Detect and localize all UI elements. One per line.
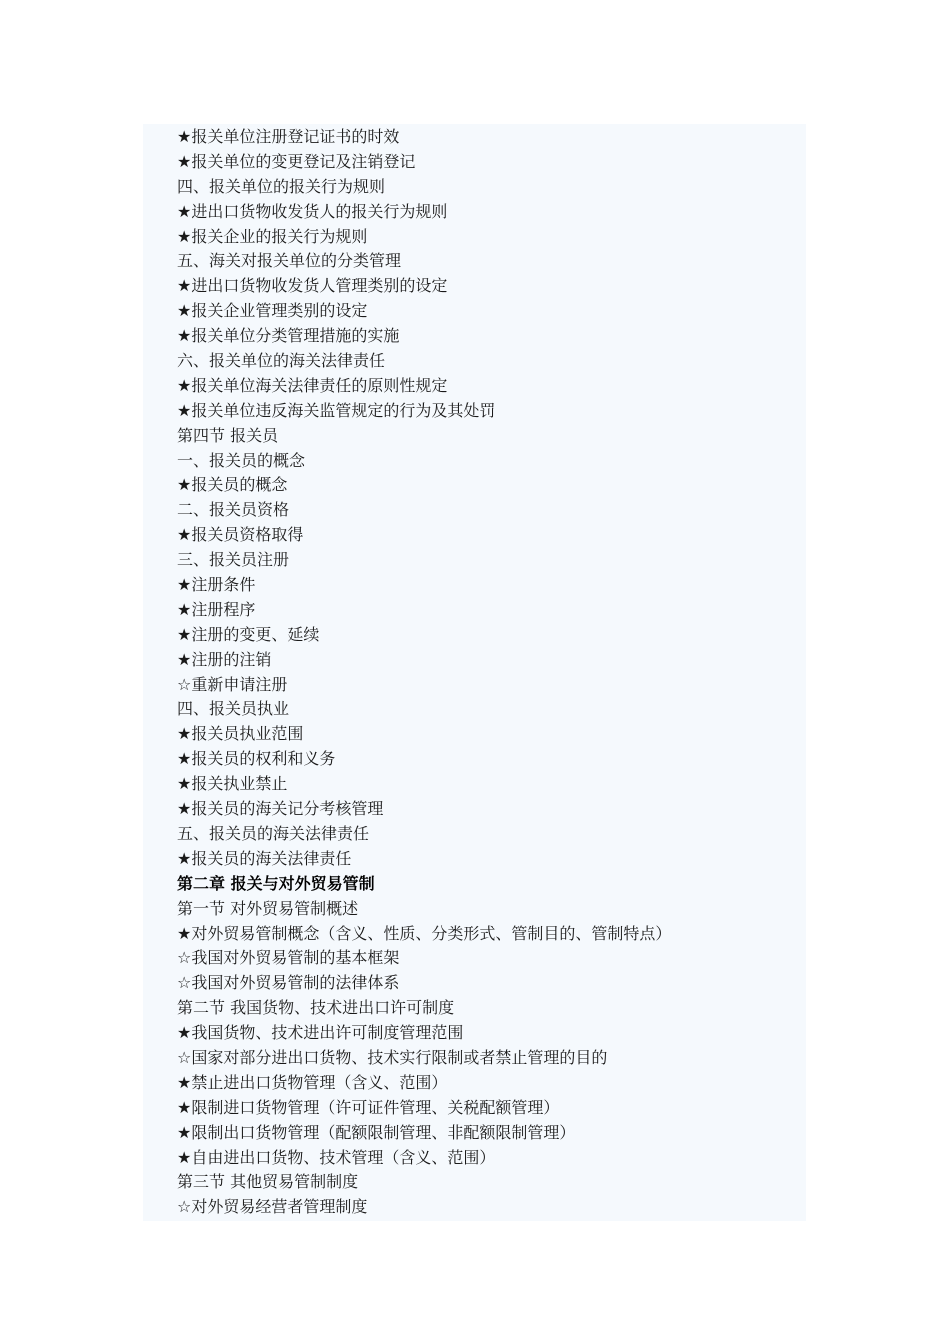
outline-line: ★报关员的海关法律责任 xyxy=(177,848,352,868)
outline-line: ★禁止进出口货物管理（含义、范围） xyxy=(177,1072,448,1092)
outline-line: ☆对外贸易经营者管理制度 xyxy=(177,1197,368,1217)
outline-line: ★限制出口货物管理（配额限制管理、非配额限制管理） xyxy=(177,1122,576,1142)
outline-line: ★对外贸易管制概念（含义、性质、分类形式、管制目的、管制特点） xyxy=(177,923,672,943)
outline-line: ★报关企业管理类别的设定 xyxy=(177,301,368,321)
outline-line: 一、报关员的概念 xyxy=(177,450,306,470)
outline-line: ★报关员执业范围 xyxy=(177,724,304,744)
outline-line: ★注册的注销 xyxy=(177,649,272,669)
outline-line: 三、报关员注册 xyxy=(177,550,290,570)
outline-line: 第三节 其他贸易管制制度 xyxy=(177,1172,359,1192)
outline-line: ★报关单位的变更登记及注销登记 xyxy=(177,151,416,171)
outline-line: 六、报关单位的海关法律责任 xyxy=(177,351,386,371)
outline-line: ★我国货物、技术进出许可制度管理范围 xyxy=(177,1023,464,1043)
outline-line: ★报关单位违反海关监管规定的行为及其处罚 xyxy=(177,400,496,420)
outline-line: ★进出口货物收发货人管理类别的设定 xyxy=(177,276,448,296)
outline-line: ☆我国对外贸易管制的法律体系 xyxy=(177,973,400,993)
outline-line: ☆我国对外贸易管制的基本框架 xyxy=(177,948,400,968)
outline-line: ★自由进出口货物、技术管理（含义、范围） xyxy=(177,1147,496,1167)
outline-list xyxy=(177,125,797,1220)
outline-line: 第二节 我国货物、技术进出口许可制度 xyxy=(177,998,455,1018)
outline-line: ★报关员资格取得 xyxy=(177,525,304,545)
outline-line: 五、海关对报关单位的分类管理 xyxy=(177,251,402,271)
outline-line: ★注册程序 xyxy=(177,599,256,619)
chapter-heading: 第二章 报关与对外贸易管制 xyxy=(177,873,375,893)
outline-line: ★报关单位分类管理措施的实施 xyxy=(177,326,400,346)
outline-line: ☆重新申请注册 xyxy=(177,674,288,694)
outline-line: ★注册的变更、延续 xyxy=(177,624,320,644)
outline-line: ★进出口货物收发货人的报关行为规则 xyxy=(177,201,448,221)
outline-line: ★报关员的权利和义务 xyxy=(177,749,336,769)
outline-line: ★限制进口货物管理（许可证件管理、关税配额管理） xyxy=(177,1097,560,1117)
outline-line: 四、报关单位的报关行为规则 xyxy=(177,176,386,196)
outline-line: ★注册条件 xyxy=(177,575,256,595)
outline-line: ★报关员的概念 xyxy=(177,475,288,495)
outline-line: 四、报关员执业 xyxy=(177,699,290,719)
outline-line: 五、报关员的海关法律责任 xyxy=(177,823,370,843)
outline-line: 第四节 报关员 xyxy=(177,425,279,445)
outline-line: ★报关执业禁止 xyxy=(177,774,288,794)
outline-line: 二、报关员资格 xyxy=(177,500,290,520)
outline-line: 第一节 对外贸易管制概述 xyxy=(177,898,359,918)
outline-line: ★报关企业的报关行为规则 xyxy=(177,226,368,246)
outline-line: ★报关单位注册登记证书的时效 xyxy=(177,127,400,146)
outline-line: ☆国家对部分进出口货物、技术实行限制或者禁止管理的目的 xyxy=(177,1047,608,1067)
outline-line: ★报关单位海关法律责任的原则性规定 xyxy=(177,375,448,395)
outline-line: ★报关员的海关记分考核管理 xyxy=(177,799,384,819)
